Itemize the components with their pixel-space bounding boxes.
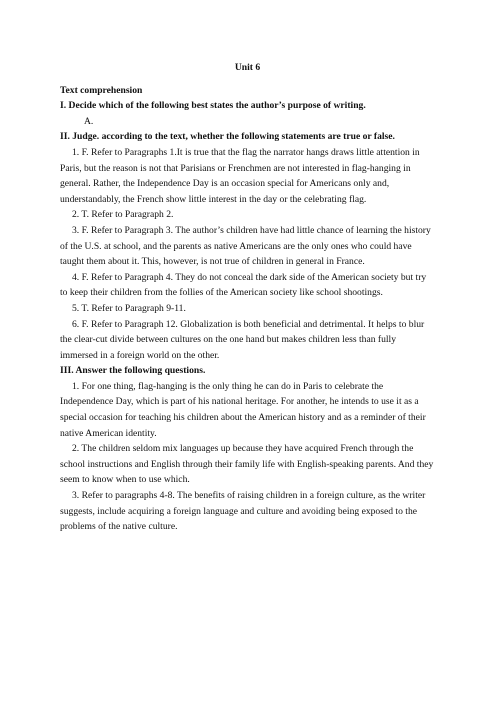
section-label: Text comprehension (60, 84, 143, 96)
part2-item-2: 2. T. Refer to Paragraph 2. (72, 209, 174, 221)
document-page (60, 60, 435, 535)
part2-item-3: 3. F. Refer to Paragraph 3. The author’s children have had little chance of learning the history of the U.S. at school, and the parents as native Americans are the only ones who could have taught them about it. This, however, is not true of children in general in France. (60, 224, 431, 268)
part1-heading: I. Decide which of the following best states the author’s purpose of writing. (60, 100, 366, 112)
part2-item-1: 1. F. Refer to Paragraphs 1.It is true that the flag the narrator hangs draws little attention in Paris, but the reason is not that Parisians or Frenchmen are not interested in flag-hanging in general. Rather, the Independence Day is an occasion special for Americans only and, understandably, the French show little interest in the day or the celebrating flag. (60, 146, 420, 205)
part2-heading: II. Judge. according to the text, whether the following statements are true or false. (60, 131, 395, 143)
part2-item-4: 4. F. Refer to Paragraph 4. They do not conceal the dark side of the American society but try to keep their children from the follies of the American society like school shootings. (60, 271, 427, 299)
part3-item-1: 1. For one thing, flag-hanging is the only thing he can do in Paris to celebrate the Independence Day, which is part of his national heritage. For another, he intends to use it as a special occasion for teaching his children about the American history and as a reminder of their native American identity. (60, 380, 426, 439)
part2-item-5: 5. T. Refer to Paragraph 9-11. (72, 302, 186, 314)
unit-title: Unit 6 (234, 62, 261, 73)
part3-item-3: 3. Refer to paragraphs 4-8. The benefits of raising children in a foreign culture, as the writer suggests, include acquiring a foreign language and culture and avoiding being exposed to the problems of the native culture. (60, 490, 426, 533)
part2-item-6: 6. F. Refer to Paragraph 12. Globalization is both beneficial and detrimental. It helps to blur the clear-cut divide between cultures on the one hand but makes children less than fully immersed in a foreign world on the other. (60, 318, 425, 361)
part3-item-2: 2. The children seldom mix languages up because they have acquired French through the school instructions and English through their family life with English-speaking parents. And they seem to know when to use which. (60, 443, 434, 486)
part1-answer: A. (84, 115, 94, 127)
part3-heading: III. Answer the following questions. (60, 365, 206, 377)
